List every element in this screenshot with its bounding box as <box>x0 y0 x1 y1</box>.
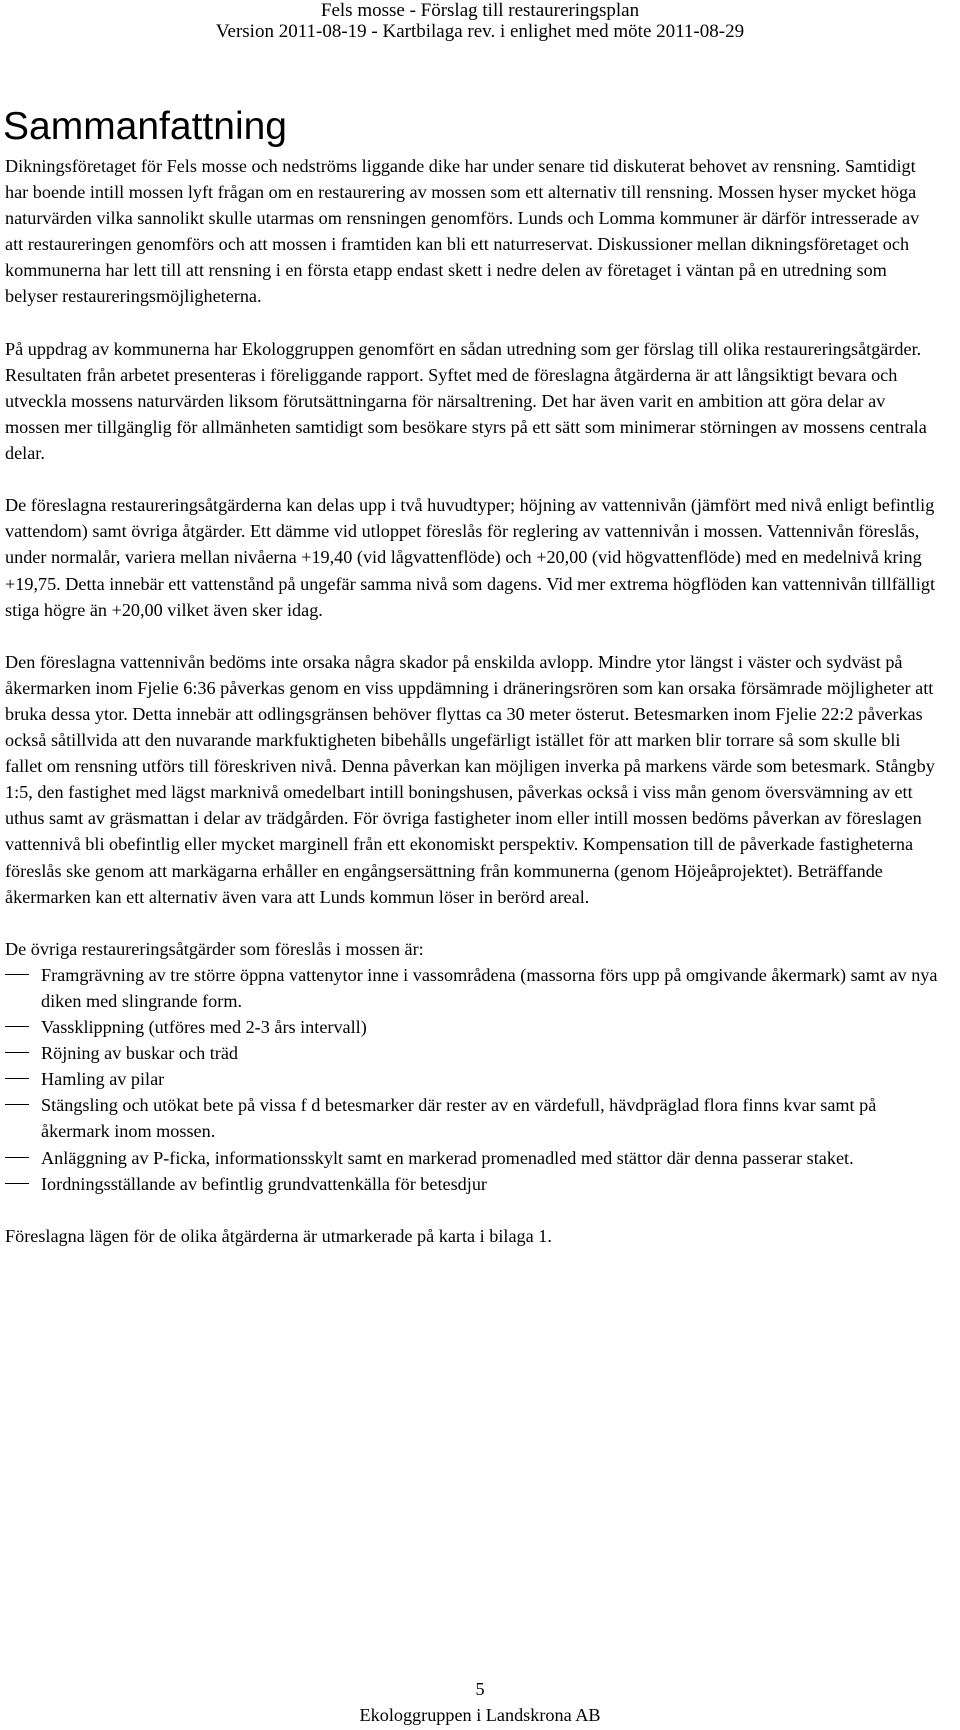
dash-bullet-icon <box>5 1104 29 1105</box>
dash-bullet-icon <box>5 1026 29 1027</box>
paragraph-assignment: På uppdrag av kommunerna har Ekologgruppen genomfört en sådan utredning som ger förslag till olika restaureringsåtgärder. Resultaten från arbetet presenteras i föreliggande rapport. Syftet med de föreslagna åtgärderna är att långsiktigt bevara och utveckla mossens naturvärden liksom förutsättningarna för närsaltrening. Det har även varit en ambition att göra delar av mossen mer tillgänglig för allmänheten samtidigt som besökare styrs på ett sätt som minimerar störningen av mossens centrala delar. <box>5 338 927 464</box>
measure-item <box>5 962 940 1014</box>
measure-item <box>5 1066 940 1092</box>
running-header <box>0 0 960 42</box>
paragraph-impacts: Den föreslagna vattennivån bedöms inte orsaka några skador på enskilda avlopp. Mindre ytor längst i väster och sydväst på åkermarken inom Fjelie 6:36 påverkas genom en viss uppdämning i dräneringsrören som kan orsaka försämrade möjligheter att bruka dessa ytor. Detta innebär att odlingsgränsen behöver flyttas ca 30 meter österut. Betesmarken inom Fjelie 22:2 påverkas också såtillvida att den nuvarande markfuktigheten bibehålls ungefärligt istället för att marken blir torrare så som skulle bli fallet om rensning utförs till föreskriven nivå. Denna påverkan kan möjligen inverka på markens värde som betesmark. Stångby 1:5, den fastighet med lägst marknivå omedelbart intill boningshusen, påverkas också i viss mån genom översvämning av ett uthus samt av gräsmattan i delar av trädgården. För övriga fastigheter inom eller intill mossen bedöms påverkan av föreslagen vattennivå bli obefintlig eller mycket marginell från ett ekonomiskt perspektiv. Kompensation till de påverkade fastigheterna föreslås ske genom att markägarna erhåller en engångsersättning från kommunerna (genom Höjeåprojektet). Beträffande åkermarken kan ett alternativ även vara att Lunds kommun löser in berörd areal. <box>5 651 935 907</box>
paragraph-water-level: De föreslagna restaureringsåtgärderna kan delas upp i två huvudtyper; höjning av vattennivån (jämfört med nivå enligt befintlig vattendom) samt övriga åtgärder. Ett dämme vid utloppet föreslås för reglering av vattennivån i mossen. Vattennivån föreslås, under normalår, variera mellan nivåerna +19,40 (vid lågvattenflöde) och +20,00 (vid högvattenflöde) med en medelnivå kring +19,75. Detta innebär ett vattenstånd på ungefär samma nivå som dagens. Vid mer extrema högflöden kan vattennivån tillfälligt stiga högre än +20,00 vilket även sker idag. <box>5 495 936 620</box>
page-number: 5 <box>475 1679 485 1699</box>
measure-text: Hamling av pilar <box>41 1069 165 1090</box>
measure-item <box>5 1040 940 1066</box>
dash-bullet-icon <box>5 1078 29 1079</box>
measure-item <box>5 1014 940 1040</box>
dash-bullet-icon <box>5 1183 29 1184</box>
page-footer <box>0 1676 960 1728</box>
header-version: Version 2011-08-19 - Kartbilaga rev. i enlighet med möte 2011-08-29 <box>215 21 745 42</box>
measures-intro: De övriga restaureringsåtgärder som föreslås i mossen är: <box>5 938 424 959</box>
measure-item <box>5 1092 940 1144</box>
measure-text: Anläggning av P-ficka, informationsskylt samt en markerad promenadled med stättor där denna passerar staket. <box>41 1147 854 1168</box>
dash-bullet-icon <box>5 1052 29 1053</box>
section-heading: Sammanfattning <box>3 105 287 148</box>
measures-list <box>5 962 940 1197</box>
footer-company: Ekologgruppen i Landskrona AB <box>359 1705 601 1725</box>
header-title: Fels mosse - Förslag till restaureringsplan <box>320 0 640 21</box>
measure-item <box>5 1171 940 1197</box>
body-text <box>5 153 940 1249</box>
dash-bullet-icon <box>5 974 29 975</box>
measure-text: Röjning av buskar och träd <box>41 1043 238 1064</box>
measure-text: Vassklippning (utföres med 2-3 års intervall) <box>41 1017 367 1038</box>
measure-text: Stängsling och utökat bete på vissa f d betesmarker där rester av en värdefull, hävdpräglad flora finns kvar samt på åkermark inom mossen. <box>41 1095 877 1142</box>
measure-text: Framgrävning av tre större öppna vattenytor inne i vassområdena (massorna förs upp på omgivande åkermark) samt av nya diken med slingrande form. <box>41 964 938 1011</box>
dash-bullet-icon <box>5 1157 29 1158</box>
paragraph-closing: Föreslagna lägen för de olika åtgärderna är utmarkerade på karta i bilaga 1. <box>5 1225 552 1246</box>
paragraph-background: Dikningsföretaget för Fels mosse och nedströms liggande dike har under senare tid diskuterat behovet av rensning. Samtidigt har boende intill mossen lyft frågan om en restaurering av mossen som ett alternativ till rensning. Mossen hyser mycket höga naturvärden vilka sannolikt skulle utarmas om rensningen genomförs. Lunds och Lomma kommuner är därför intresserade av att restaureringen genomförs och att mossen i framtiden kan bli ett naturreservat. Diskussioner mellan dikningsföretaget och kommunerna har lett till att rensning i en första etapp endast skett i nedre delen av företaget i väntan på en utredning som belyser restaureringsmöjligheterna. <box>5 156 920 307</box>
measure-item <box>5 1145 940 1171</box>
measure-text: Iordningsställande av befintlig grundvattenkälla för betesdjur <box>41 1173 487 1194</box>
